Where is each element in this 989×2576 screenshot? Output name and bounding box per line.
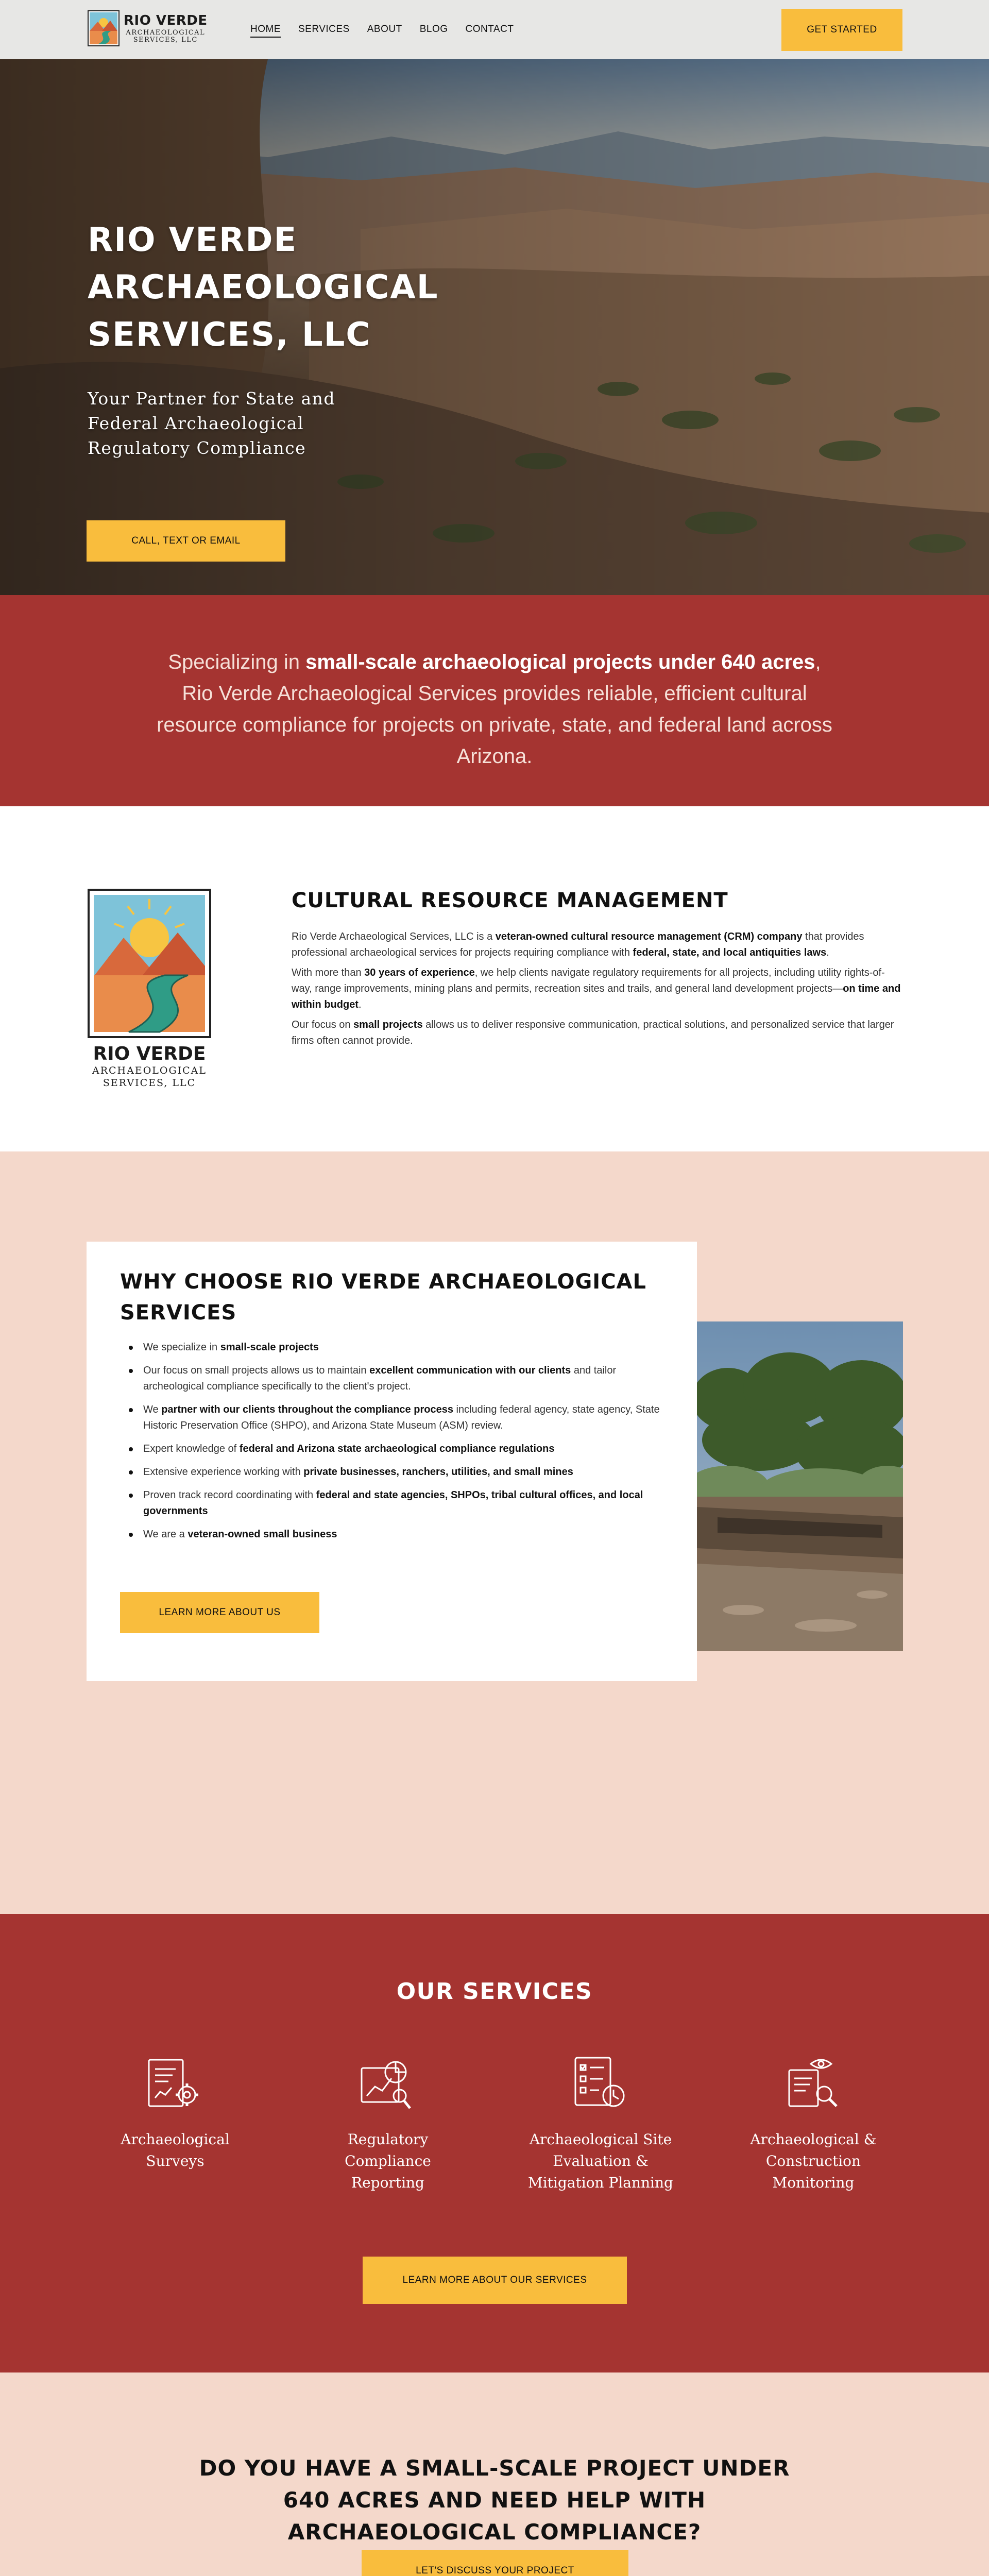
header-logo[interactable] (88, 10, 208, 46)
site-header (0, 0, 989, 59)
crm-logo-name: RIO VERDE (93, 1043, 206, 1064)
service-label: Archaeological & Construction Monitoring (750, 2131, 877, 2191)
service-label: Regulatory Compliance Reporting (345, 2131, 431, 2191)
nav-services[interactable]: SERVICES (298, 24, 350, 35)
service-site-evaluation[interactable] (523, 2050, 678, 2194)
header-brand-name: RIO VERDE (124, 12, 208, 28)
service-label: Archaeological Site Evaluation & Mitigation Planning (528, 2131, 673, 2191)
main-nav (250, 24, 514, 38)
crm-logo (88, 889, 211, 1089)
nav-blog[interactable]: BLOG (419, 24, 448, 35)
crm-paragraph-3: Our focus on small projects allows us to deliver responsive communication, practical solutions, and personalized service that larger firms often cannot provide. (292, 1019, 894, 1046)
hero-subtitle: Your Partner for State and Federal Archaeological Regulatory Compliance (88, 388, 336, 458)
service-regulatory-compliance[interactable] (311, 2050, 465, 2194)
hero-section (0, 59, 989, 595)
services-section (0, 1914, 989, 2372)
site-photo (697, 1321, 903, 1651)
crm-body (292, 929, 905, 1053)
intro-section (0, 595, 989, 806)
checklist-clock-icon (567, 2050, 634, 2117)
services-title: OUR SERVICES (396, 1978, 593, 2005)
nav-contact[interactable]: CONTACT (465, 24, 514, 35)
cta-title: DO YOU HAVE A SMALL-SCALE PROJECT UNDER 640 ACRES AND NEED HELP WITH ARCHAEOLOGICAL COMPLIANCE? (199, 2455, 790, 2545)
logo-icon (88, 10, 120, 46)
list-item: We are a veteran-owned small business (120, 1527, 666, 1543)
call-text-email-button[interactable]: CALL, TEXT OR EMAIL (87, 520, 285, 562)
why-list (120, 1340, 666, 1550)
nav-home[interactable]: HOME (250, 24, 281, 38)
survey-report-gear-icon (142, 2050, 209, 2117)
learn-more-services-button[interactable]: LEARN MORE ABOUT OUR SERVICES (363, 2257, 627, 2304)
chart-magnifier-icon (354, 2050, 421, 2117)
crm-section (0, 806, 989, 1151)
crm-paragraph-2: With more than 30 years of experience, we help clients navigate regulatory requirements for all projects, including utility rights-of-way, range improvements, mining plans and permits, recreation sites and trails, and general land development projects—on time and within budget. (292, 967, 901, 1010)
rio-verde-logo-icon (88, 889, 211, 1038)
header-brand-sub2: SERVICES, LLC (133, 36, 198, 44)
service-label: Archaeological Surveys (121, 2131, 230, 2170)
learn-more-about-us-button[interactable]: LEARN MORE ABOUT US (120, 1592, 319, 1633)
monitor-eye-icon (780, 2050, 847, 2117)
crm-paragraph-1: Rio Verde Archaeological Services, LLC is a veteran-owned cultural resource management (CRM) company that provides professional archaeological services for projects requiring compliance with federal, state, and local antiquities laws. (292, 931, 864, 958)
list-item: We partner with our clients throughout the compliance process including federal agency, state agency, State Historic Preservation Office (SHPO), and Arizona State Museum (ASM) review. (120, 1402, 666, 1434)
discuss-project-button[interactable]: LET'S DISCUSS YOUR PROJECT (362, 2550, 628, 2576)
crm-logo-sub1: ARCHAEOLOGICAL (92, 1065, 207, 1076)
service-monitoring[interactable] (736, 2050, 891, 2194)
why-card (87, 1242, 697, 1681)
cta-section (0, 2372, 989, 2576)
get-started-button[interactable]: GET STARTED (781, 9, 902, 51)
why-title: WHY CHOOSE RIO VERDE ARCHAEOLOGICAL SERVICES (120, 1270, 646, 1325)
why-choose-section (0, 1151, 989, 1914)
list-item: Extensive experience working with private businesses, ranchers, utilities, and small mines (120, 1464, 666, 1480)
list-item: Our focus on small projects allows us to maintain excellent communication with our clients and tailor archeological compliance specifically to the client's project. (120, 1363, 666, 1395)
list-item: Expert knowledge of federal and Arizona state archaeological compliance regulations (120, 1441, 666, 1457)
nav-about[interactable]: ABOUT (367, 24, 402, 35)
intro-text: Specializing in small-scale archaeological projects under 640 acres, Rio Verde Archaeological Services provides reliable, efficient cultural resource compliance for projects on private, state, and federal land across Arizona. (157, 651, 832, 768)
service-archaeological-surveys[interactable] (98, 2050, 252, 2172)
header-brand-sub1: ARCHAEOLOGICAL (126, 28, 206, 37)
list-item: Proven track record coordinating with federal and state agencies, SHPOs, tribal cultural offices, and local governments (120, 1487, 666, 1519)
hero-title: RIO VERDE ARCHAEOLOGICAL SERVICES, LLC (88, 221, 439, 354)
crm-logo-sub2: SERVICES, LLC (103, 1077, 196, 1089)
crm-title: CULTURAL RESOURCE MANAGEMENT (292, 889, 728, 912)
list-item: We specialize in small-scale projects (120, 1340, 666, 1355)
